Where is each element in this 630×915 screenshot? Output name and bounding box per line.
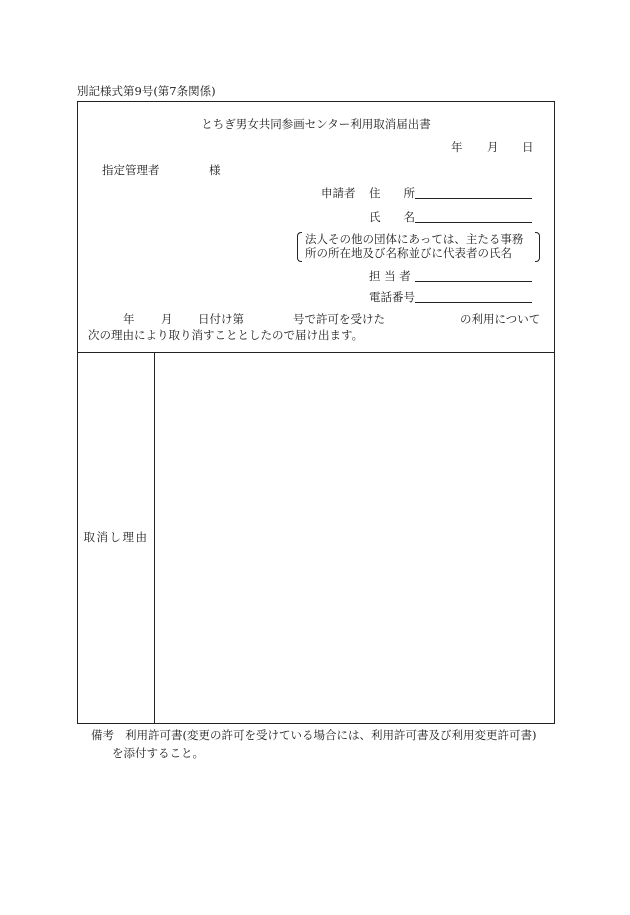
address-label: 住 所 — [369, 186, 415, 200]
addressee-label: 指定管理者 — [102, 163, 160, 177]
date-month: 月 — [487, 140, 499, 154]
statement-permit: 号で許可を受けた — [293, 312, 385, 326]
remarks-line1: 利用許可書(変更の許可を受けている場合には、利用許可書及び利用変更許可書) — [125, 728, 537, 742]
applicant-label: 申請者 — [321, 186, 356, 200]
address-field[interactable] — [415, 198, 532, 199]
statement-line2: 次の理由により取り消すこととしたので届け出ます。 — [88, 328, 364, 342]
note-bracket-left — [297, 232, 302, 262]
contact-person-label: 担 当 者 — [369, 269, 411, 283]
phone-field[interactable] — [415, 302, 532, 303]
remarks-label: 備考 — [91, 728, 114, 742]
name-field[interactable] — [415, 222, 532, 223]
statement-day-ref: 日付け第 — [198, 312, 244, 326]
addressee-suffix: 様 — [209, 163, 221, 177]
remarks-line2: を添付すること。 — [112, 746, 204, 760]
reason-field[interactable] — [155, 353, 554, 723]
note-bracket-right — [535, 232, 540, 262]
statement-year: 年 — [123, 312, 135, 326]
statement-usage: の利用について — [460, 312, 541, 326]
phone-label: 電話番号 — [369, 290, 415, 304]
notification-form — [77, 101, 555, 724]
reason-label: 取消し理由 — [83, 530, 149, 544]
form-number-label: 別記様式第9号(第7条関係) — [77, 84, 216, 98]
contact-person-field[interactable] — [415, 281, 532, 282]
name-label: 氏 名 — [369, 210, 415, 224]
corporate-note-line1: 法人その他の団体にあっては、主たる事務 — [305, 232, 524, 246]
corporate-note-line2: 所の所在地及び名称並びに代表者の氏名 — [305, 246, 512, 260]
date-day: 日 — [522, 140, 534, 154]
form-title: とちぎ男女共同参画センター利用取消届出書 — [201, 117, 431, 131]
date-year: 年 — [451, 140, 463, 154]
statement-month: 月 — [161, 312, 173, 326]
